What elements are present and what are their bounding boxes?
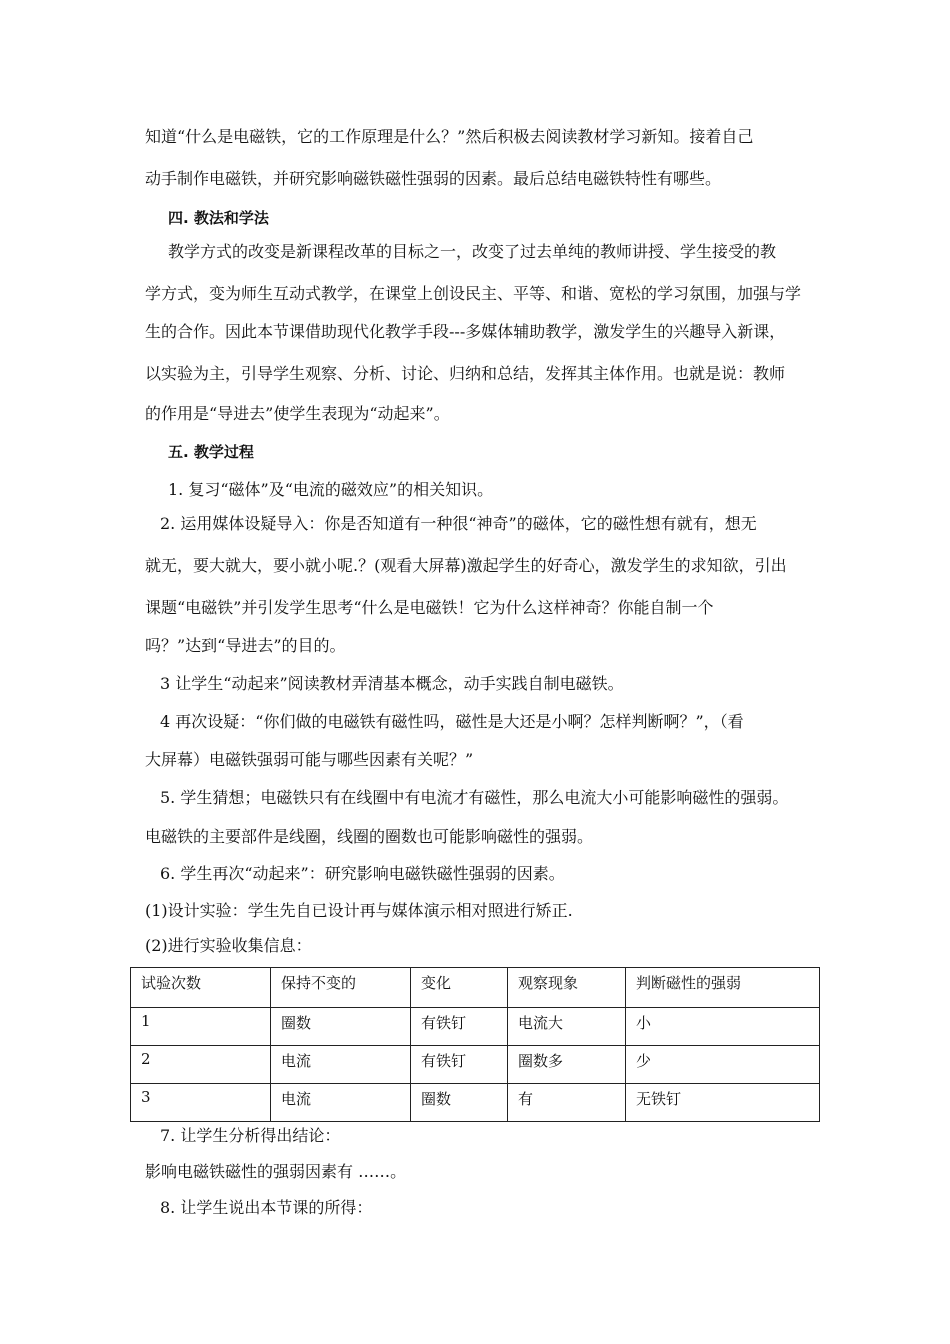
paragraph-line: 的作用是“导进去”使学生表现为“动起来”。 bbox=[145, 404, 450, 423]
table-row bbox=[131, 1084, 820, 1122]
paragraph-line: (1)设计实验：学生先自已设计再与媒体演示相对照进行矫正. bbox=[145, 901, 573, 920]
table-cell: 电流大 bbox=[508, 1008, 626, 1046]
paragraph-line: 动手制作电磁铁，并研究影响磁铁磁性强弱的因素。最后总结电磁铁特性有哪些。 bbox=[145, 169, 722, 188]
table-cell: 圈数 bbox=[411, 1084, 508, 1122]
table-cell: 3 bbox=[131, 1084, 271, 1122]
paragraph-line: 8. 让学生说出本节课的所得： bbox=[160, 1198, 373, 1217]
paragraph-line: 7. 让学生分析得出结论： bbox=[160, 1126, 341, 1145]
experiment-table bbox=[130, 967, 820, 1122]
paragraph-line: 电磁铁的主要部件是线圈，线圈的圈数也可能影响磁性的强弱。 bbox=[145, 827, 594, 846]
paragraph-line: 1. 复习“磁体”及“电流的磁效应”的相关知识。 bbox=[168, 480, 494, 499]
table-cell: 2 bbox=[131, 1046, 271, 1084]
paragraph-line: 6. 学生再次“动起来”：研究影响电磁铁磁性强弱的因素。 bbox=[160, 864, 565, 883]
paragraph-line: 影响电磁铁磁性的强弱因素有 ……。 bbox=[145, 1162, 407, 1181]
table-cell: 小 bbox=[626, 1008, 820, 1046]
paragraph-line: 生的合作。因此本节课借助现代化教学手段---多媒体辅助教学，激发学生的兴趣导入新课， bbox=[145, 322, 786, 341]
paragraph-line: 教学方式的改变是新课程改革的目标之一，改变了过去单纯的教师讲授、学生接受的教 bbox=[168, 242, 777, 261]
table-cell: 有 bbox=[508, 1084, 626, 1122]
table-header-cell: 保持不变的 bbox=[271, 968, 411, 1008]
table-header-cell: 观察现象 bbox=[508, 968, 626, 1008]
paragraph-line: 就无，要大就大，要小就小呢.？(观看大屏幕)激起学生的好奇心，激发学生的求知欲，引出 bbox=[145, 556, 787, 575]
table-cell: 无铁钉 bbox=[626, 1084, 820, 1122]
paragraph-line: 4 再次设疑：“你们做的电磁铁有磁性吗，磁性是大还是小啊？怎样判断啊？”，（看 bbox=[160, 712, 744, 731]
table-cell: 电流 bbox=[271, 1084, 411, 1122]
table-header-cell: 判断磁性的强弱 bbox=[626, 968, 820, 1008]
table-cell: 电流 bbox=[271, 1046, 411, 1084]
paragraph-line: 知道“什么是电磁铁，它的工作原理是什么？”然后积极去阅读教材学习新知。接着自己 bbox=[145, 127, 754, 146]
paragraph-line: 课题“电磁铁”并引发学生思考“什么是电磁铁！它为什么这样神奇？你能自制一个 bbox=[145, 598, 714, 617]
table-cell: 有铁钉 bbox=[411, 1046, 508, 1084]
paragraph-line: 大屏幕）电磁铁强弱可能与哪些因素有关呢？” bbox=[145, 750, 474, 769]
table-header-row bbox=[131, 968, 820, 1008]
table-cell: 圈数 bbox=[271, 1008, 411, 1046]
paragraph-line: 以实验为主，引导学生观察、分析、讨论、归纳和总结，发挥其主体作用。也就是说：教师 bbox=[145, 364, 786, 383]
paragraph-line: 学方式，变为师生互动式教学，在课堂上创设民主、平等、和谐、宽松的学习氛围，加强与学 bbox=[145, 284, 802, 303]
table-row bbox=[131, 1046, 820, 1084]
section-heading: 四. 教法和学法 bbox=[168, 209, 269, 227]
table-cell: 有铁钉 bbox=[411, 1008, 508, 1046]
paragraph-line: (2)进行实验收集信息： bbox=[145, 936, 312, 955]
table-cell: 少 bbox=[626, 1046, 820, 1084]
paragraph-line: 吗？”达到“导进去”的目的。 bbox=[145, 636, 346, 655]
table-row bbox=[131, 1008, 820, 1046]
table-cell: 圈数多 bbox=[508, 1046, 626, 1084]
paragraph-line: 2. 运用媒体设疑导入：你是否知道有一种很“神奇”的磁体，它的磁性想有就有，想无 bbox=[160, 514, 757, 533]
section-heading: 五. 教学过程 bbox=[168, 443, 254, 461]
paragraph-line: 3 让学生“动起来”阅读教材弄清基本概念，动手实践自制电磁铁。 bbox=[160, 674, 624, 693]
table-header-cell: 变化 bbox=[411, 968, 508, 1008]
table-cell: 1 bbox=[131, 1008, 271, 1046]
paragraph-line: 5. 学生猜想；电磁铁只有在线圈中有电流才有磁性，那么电流大小可能影响磁性的强弱。 bbox=[160, 788, 789, 807]
table-header-cell: 试验次数 bbox=[131, 968, 271, 1008]
